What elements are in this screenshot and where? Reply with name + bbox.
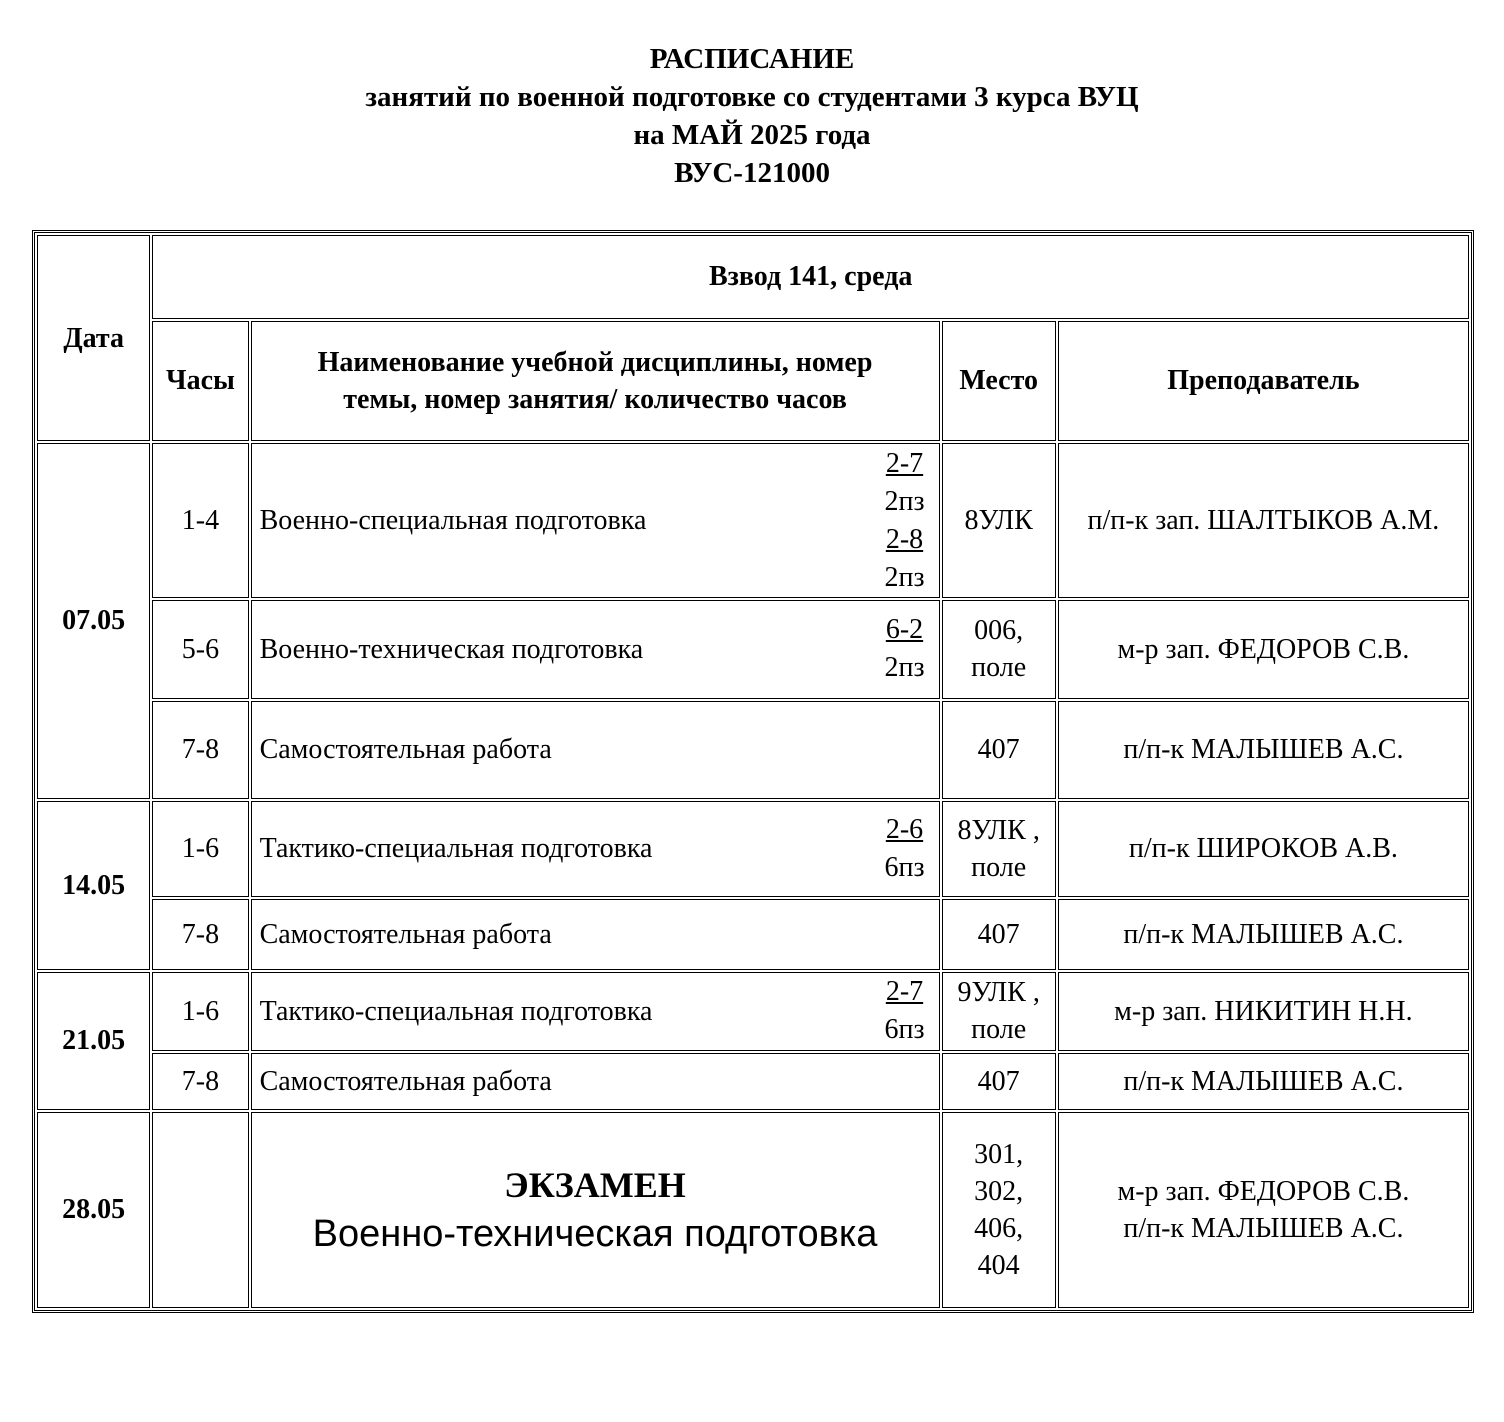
hours-cell: 5-6	[152, 600, 248, 698]
place-line: 407	[977, 1065, 1020, 1097]
topic-lesson-number: 2-7	[885, 447, 924, 479]
place-line: 302,	[974, 1175, 1024, 1207]
topic-lesson-codes	[884, 811, 924, 887]
topic-lesson-number: 2-8	[885, 523, 924, 555]
teacher-name: м-р зап. ФЕДОРОВ С.В.	[1117, 1175, 1410, 1207]
subject-name: Военно-специальная подготовка	[259, 505, 647, 537]
topic-lesson-number: 2-7	[885, 976, 924, 1008]
teacher-name: п/п-к ШИРОКОВ А.В.	[1128, 833, 1398, 865]
date-cell: 28.05	[37, 1112, 150, 1308]
lesson-hours: 2пз	[884, 652, 925, 684]
heading-specialty-code: ВУС-121000	[674, 157, 830, 189]
schedule-row	[37, 1053, 1469, 1110]
topic-lesson-codes	[884, 445, 924, 597]
teacher-name: м-р зап. ФЕДОРОВ С.В.	[1117, 633, 1410, 665]
exam-row	[37, 1112, 1469, 1308]
schedule-row	[37, 443, 1469, 598]
schedule-row	[37, 701, 1469, 799]
place-line: 407	[977, 734, 1020, 766]
teacher-cell	[1058, 443, 1469, 598]
teacher-cell	[1058, 1053, 1469, 1110]
subject-cell	[251, 801, 940, 897]
heading-title: РАСПИСАНИЕ	[649, 43, 855, 75]
exam-subject-cell	[251, 1112, 940, 1308]
date-cell: 21.05	[37, 972, 150, 1110]
schedule-row	[37, 899, 1469, 970]
column-header-row	[37, 321, 1469, 442]
subject-cell	[251, 600, 940, 698]
hours-cell: 7-8	[152, 701, 248, 799]
topic-lesson-number: 2-6	[885, 813, 924, 845]
teacher-cell	[1058, 600, 1469, 698]
teacher-cell	[1058, 701, 1469, 799]
topic-lesson-codes	[884, 973, 924, 1049]
teacher-name: п/п-к МАЛЫШЕВ А.С.	[1123, 1212, 1404, 1244]
place-line: 406,	[974, 1212, 1024, 1244]
date-cell: 14.05	[37, 801, 150, 970]
place-line: 8УЛК ,	[957, 814, 1040, 846]
subject-name: Самостоятельная работа	[259, 918, 552, 950]
subject-cell	[251, 899, 940, 970]
subject-name: Самостоятельная работа	[259, 734, 552, 766]
topic-lesson-number: 6-2	[885, 614, 924, 646]
place-line: 407	[977, 918, 1020, 950]
place-column-header: Место	[942, 321, 1056, 442]
subject-column-header: Наименование учебной дисциплины, номер темы, номер занятия/ количество часов	[251, 321, 940, 442]
place-line: 006,	[974, 615, 1024, 647]
hours-column-header: Часы	[152, 321, 248, 442]
exam-subject: Военно-техническая подготовка	[312, 1212, 878, 1255]
schedule-row	[37, 801, 1469, 897]
place-line: поле	[971, 1014, 1027, 1046]
teacher-name: м-р зап. НИКИТИН Н.Н.	[1114, 995, 1413, 1027]
subject-name: Самостоятельная работа	[259, 1065, 552, 1097]
hours-cell: 1-6	[152, 972, 248, 1051]
teacher-name: п/п-к зап. ШАЛТЫКОВ А.М.	[1087, 505, 1440, 537]
lesson-hours: 2пз	[884, 485, 925, 517]
teacher-cell	[1058, 1112, 1469, 1308]
hours-cell: 7-8	[152, 899, 248, 970]
teacher-cell	[1058, 972, 1469, 1051]
place-cell	[942, 1112, 1056, 1308]
hours-cell: 1-4	[152, 443, 248, 598]
place-cell	[942, 600, 1056, 698]
place-line: 9УЛК ,	[957, 977, 1040, 1009]
subject-cell	[251, 972, 940, 1051]
subject-cell	[251, 443, 940, 598]
date-cell: 07.05	[37, 443, 150, 798]
lesson-hours: 6пз	[884, 1014, 925, 1046]
subject-name: Тактико-специальная подготовка	[259, 995, 653, 1027]
subject-cell	[251, 701, 940, 799]
schedule-table	[32, 230, 1474, 1313]
place-line: поле	[971, 851, 1027, 883]
teacher-name: п/п-к МАЛЫШЕВ А.С.	[1123, 918, 1404, 950]
hours-cell: 1-6	[152, 801, 248, 897]
platoon-header: Взвод 141, среда	[152, 235, 1469, 319]
hours-cell	[152, 1112, 248, 1308]
place-cell	[942, 801, 1056, 897]
exam-title: ЭКЗАМЕН	[504, 1164, 686, 1205]
subject-name: Тактико-специальная подготовка	[259, 833, 653, 865]
topic-lesson-codes	[884, 611, 924, 687]
date-column-header: Дата	[37, 235, 150, 441]
place-line: 301,	[974, 1138, 1024, 1170]
place-cell	[942, 701, 1056, 799]
teacher-cell	[1058, 899, 1469, 970]
place-cell	[942, 443, 1056, 598]
place-cell	[942, 972, 1056, 1051]
schedule-row	[37, 972, 1469, 1051]
lesson-hours: 6пз	[884, 851, 925, 883]
heading-period: на МАЙ 2025 года	[633, 119, 871, 151]
hours-cell: 7-8	[152, 1053, 248, 1110]
place-cell	[942, 1053, 1056, 1110]
lesson-hours: 2пз	[884, 561, 925, 593]
place-line: поле	[971, 652, 1027, 684]
place-line: 404	[977, 1249, 1020, 1281]
teacher-name: п/п-к МАЛЫШЕВ А.С.	[1123, 1065, 1404, 1097]
teacher-name: п/п-к МАЛЫШЕВ А.С.	[1123, 734, 1404, 766]
subject-name: Военно-техническая подготовка	[259, 633, 644, 665]
place-cell	[942, 899, 1056, 970]
schedule-row	[37, 600, 1469, 698]
teacher-cell	[1058, 801, 1469, 897]
subject-cell	[251, 1053, 940, 1110]
document-heading	[0, 40, 1504, 192]
teacher-column-header: Преподаватель	[1058, 321, 1469, 442]
place-line: 8УЛК	[964, 505, 1033, 537]
platoon-header-row	[37, 235, 1469, 319]
heading-subtitle: занятий по военной подготовке со студентами 3 курса ВУЦ	[365, 81, 1139, 113]
